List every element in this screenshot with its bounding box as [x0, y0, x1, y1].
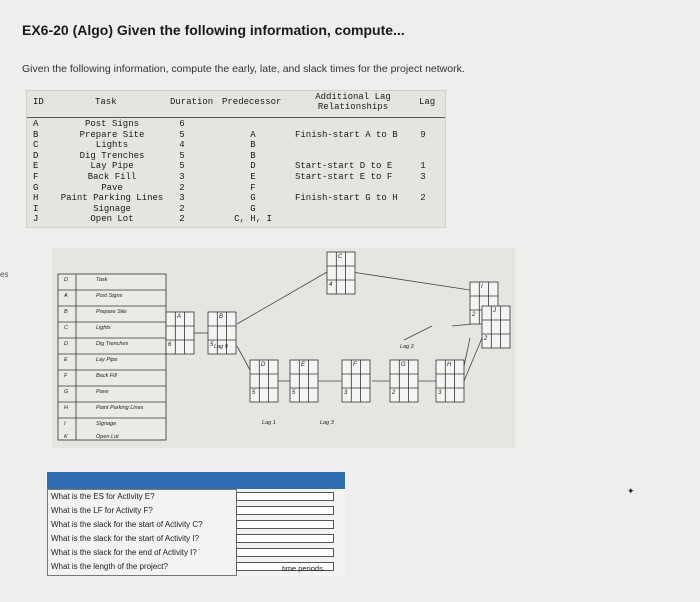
node-duration-a: 6 [168, 342, 172, 348]
legend-id: A [64, 293, 68, 299]
question-panel [47, 472, 345, 576]
legend-id: C [64, 325, 68, 331]
network-svg [52, 248, 515, 448]
legend-task: Dig Trenches [96, 341, 129, 347]
table-cell-pred: G [250, 203, 256, 214]
legend-task: Open Lot [96, 434, 119, 440]
lag-label-ab: Lag 9 [214, 344, 228, 350]
node-id-f: F [353, 362, 357, 368]
header-relationships: Additional Lag Relationships [315, 92, 391, 112]
node-duration-j: 2 [484, 336, 488, 342]
legend-task: Task [96, 277, 108, 283]
table-cell-duration: 5 [179, 129, 185, 140]
table-cell-pred: B [250, 140, 256, 151]
table-cell-task: Back Fill [87, 172, 137, 182]
node-id-b: B [219, 314, 224, 320]
node-duration-d: 5 [252, 390, 256, 396]
table-cell-rel: Start-start E to F [295, 172, 393, 182]
table-cell-pred: G [250, 193, 256, 204]
table-cell-task: Paint Parking Lines [60, 193, 164, 204]
table-cell-rel: Finish-start G to H [295, 193, 398, 204]
table-cell-id: I [33, 203, 39, 214]
table-cell-id: D [33, 150, 39, 161]
table-cell-task: Signage [93, 203, 131, 214]
legend-id: B [64, 309, 68, 315]
table-cell-lag: 3 [420, 172, 426, 182]
legend-task: Post Signs [96, 293, 123, 299]
lag-label-gh: Lag 2 [400, 344, 414, 350]
table-cell-pred: A [250, 129, 256, 140]
table-cell-id: J [33, 214, 39, 225]
activity-table [26, 90, 446, 228]
header-duration: Duration [170, 97, 214, 107]
table-cell-task: Open Lot [90, 214, 134, 225]
table-cell-id: H [33, 193, 39, 204]
table-cell-id: B [33, 129, 39, 140]
table-cell-task: Dig Trenches [79, 150, 145, 161]
table-cell-duration: 5 [179, 161, 185, 172]
node-id-c: C [338, 254, 343, 260]
table-cell-rel: Finish-start A to B [295, 129, 398, 140]
answer-input[interactable] [236, 520, 334, 529]
answer-input[interactable] [236, 506, 334, 515]
question-label: What is the length of the project? [51, 562, 168, 571]
table-cell-task: Lay Pipe [90, 161, 134, 172]
node-id-e: E [301, 362, 306, 368]
legend-task: Signage [96, 421, 117, 427]
question-label: What is the slack for the end of Activity I? [51, 548, 197, 557]
legend-task: Lights [96, 325, 111, 331]
legend-task: Prepare Site [96, 309, 127, 315]
legend-task: Lay Pipe [96, 357, 118, 363]
node-duration-i: 2 [472, 312, 476, 318]
node-duration-f: 3 [344, 390, 348, 396]
table-cell-duration: 6 [179, 119, 185, 129]
table-cell-lag: 2 [420, 193, 426, 204]
node-duration-e: 5 [292, 390, 296, 396]
side-tag: es [0, 270, 9, 279]
page-title: EX6-20 (Algo) Given the following information, compute... [22, 22, 405, 38]
table-cell-id: E [33, 161, 39, 172]
table-cell-pred: D [250, 161, 256, 172]
table-cell-task: Prepare Site [79, 129, 145, 140]
node-id-j: J [493, 308, 496, 314]
node-id-d: D [261, 362, 266, 368]
node-id-g: G [401, 362, 406, 368]
node-id-h: H [447, 362, 452, 368]
legend-task: Pave [96, 389, 109, 395]
header-task: Task [95, 97, 117, 107]
answer-input[interactable] [236, 534, 334, 543]
legend-id: E [64, 357, 68, 363]
table-cell-task: Lights [95, 140, 129, 151]
node-duration-h: 3 [438, 390, 442, 396]
table-cell-id: F [33, 172, 39, 182]
legend-id: H [64, 405, 68, 411]
unit-label: time periods. [282, 564, 325, 573]
question-row [47, 505, 345, 516]
header-rule [27, 117, 445, 118]
legend-task: Back Fill [96, 373, 117, 379]
project-network-diagram [52, 248, 515, 448]
table-cell-duration: 2 [179, 214, 185, 225]
answer-input[interactable] [236, 492, 334, 501]
question-header-bar [47, 472, 345, 489]
node-id-a: A [177, 314, 182, 320]
cursor-icon: ✦ [627, 486, 635, 496]
header-predecessor: Predecessor [222, 97, 282, 107]
lag-label-de: Lag 1 [262, 420, 276, 426]
table-cell-duration: 2 [179, 182, 185, 193]
table-cell-pred: E [250, 172, 256, 182]
node-duration-g: 2 [392, 390, 396, 396]
answer-input[interactable] [236, 548, 334, 557]
table-cell-pred: B [250, 150, 256, 161]
lag-label-ef: Lag 3 [320, 420, 334, 426]
question-label: What is the LF for Activity F? [51, 506, 153, 515]
table-cell-lag: 9 [420, 129, 426, 140]
legend-id: G [64, 389, 69, 395]
table-cell-task: Post Signs [84, 119, 139, 129]
table-cell-duration: 2 [179, 203, 185, 214]
table-cell-duration: 4 [179, 140, 185, 151]
question-row [47, 491, 345, 502]
table-cell-id: C [33, 140, 39, 151]
table-cell-task: Pave [101, 182, 123, 193]
legend-id: D [64, 277, 68, 283]
header-id: ID [33, 97, 44, 107]
question-row [47, 533, 345, 544]
table-cell-id: A [33, 119, 39, 129]
table-cell-pred: C, H, I [234, 214, 272, 225]
legend-id: I [64, 421, 66, 427]
table-cell-duration: 5 [179, 150, 185, 161]
legend-id: F [64, 373, 68, 379]
question-row [47, 547, 345, 558]
table-cell-id: G [33, 182, 39, 193]
table-cell-lag: 1 [420, 161, 426, 172]
question-label: What is the ES for Activity E? [51, 492, 155, 501]
node-id-i: I [481, 284, 483, 290]
legend-task: Paint Parking Lines [96, 405, 144, 411]
table-cell-duration: 3 [179, 193, 185, 204]
legend-id: D [64, 341, 68, 347]
instructions: Given the following information, compute the early, late, and slack times for the project network. [22, 63, 465, 75]
table-cell-rel: Start-start D to E [295, 161, 393, 172]
table-cell-duration: 3 [179, 172, 185, 182]
table-cell-pred: F [250, 182, 256, 193]
header-lag: Lag [419, 97, 436, 107]
question-row [47, 519, 345, 530]
node-duration-b: 5 [210, 342, 214, 348]
node-duration-c: 4 [329, 282, 333, 288]
question-label: What is the slack for the start of Activity C? [51, 520, 203, 529]
legend-id: K [64, 434, 68, 440]
question-label: What is the slack for the start of Activity I? [51, 534, 200, 543]
